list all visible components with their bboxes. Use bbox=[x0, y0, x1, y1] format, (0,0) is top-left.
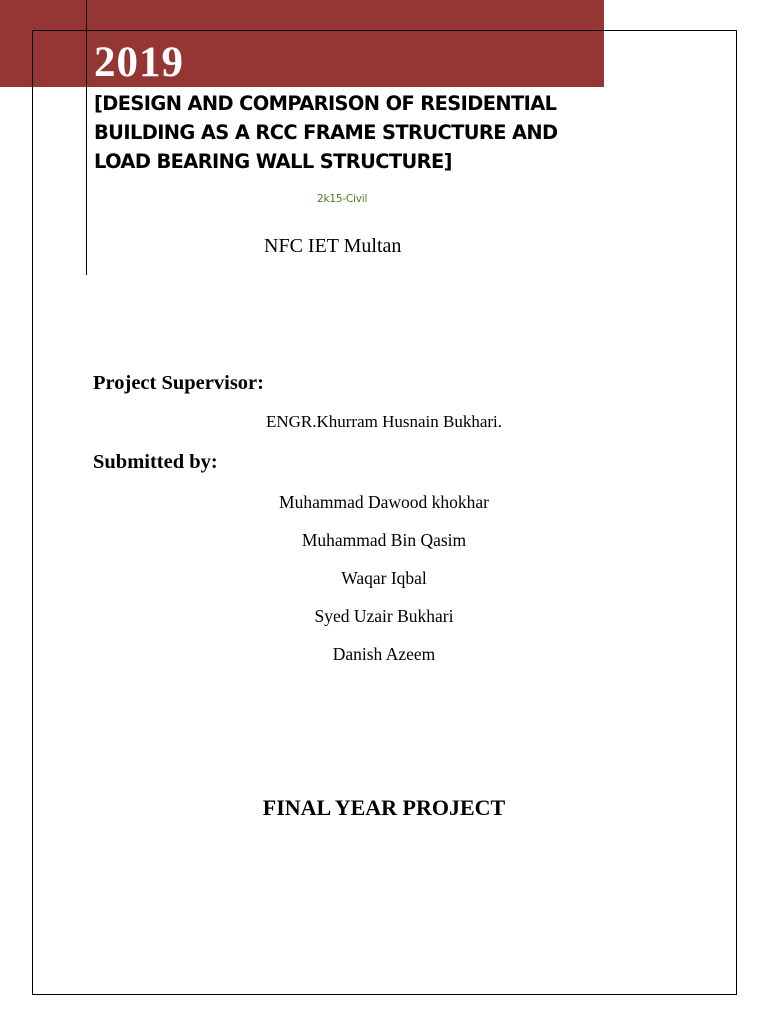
member-name: Danish Azeem bbox=[332, 644, 436, 664]
member-name: Syed Uzair Bukhari bbox=[314, 606, 454, 626]
project-label: FINAL YEAR PROJECT bbox=[262, 795, 506, 820]
supervisor-name-text: ENGR.Khurram Husnain Bukhari. bbox=[265, 412, 503, 431]
member-name: Muhammad Bin Qasim bbox=[301, 530, 467, 550]
institute-name: NFC IET Multan bbox=[264, 235, 402, 257]
member-name: Waqar Iqbal bbox=[341, 568, 427, 588]
batch-label: 2k15-Civil bbox=[317, 193, 368, 205]
supervisor-heading: Project Supervisor: bbox=[93, 372, 264, 394]
supervisor-name bbox=[0, 412, 768, 432]
vertical-rule bbox=[86, 0, 87, 275]
title-line: BUILDING AS A RCC FRAME STRUCTURE AND bbox=[94, 121, 558, 144]
member-name: Muhammad Dawood khokhar bbox=[279, 492, 489, 512]
title-line: [DESIGN AND COMPARISON OF RESIDENTIAL bbox=[94, 92, 557, 115]
submitted-by-heading: Submitted by: bbox=[93, 451, 218, 473]
document-title bbox=[94, 89, 594, 176]
member-list bbox=[0, 490, 768, 680]
year-label: 2019 bbox=[94, 39, 184, 86]
title-line: LOAD BEARING WALL STRUCTURE] bbox=[94, 150, 452, 173]
